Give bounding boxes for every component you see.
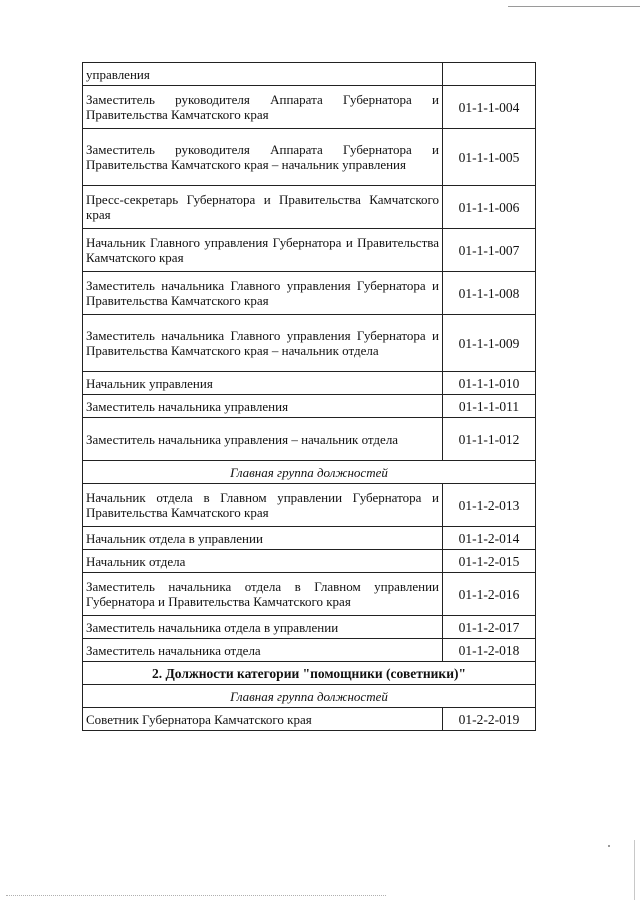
table-row bbox=[83, 63, 536, 86]
position-code: 01-1-2-014 bbox=[443, 527, 536, 550]
group-header: Главная группа должностей bbox=[83, 461, 536, 484]
position-title: Заместитель начальника управления – начальник отдела bbox=[83, 418, 443, 461]
table-row bbox=[83, 186, 536, 229]
position-code: 01-1-2-018 bbox=[443, 639, 536, 662]
table-row bbox=[83, 708, 536, 731]
table-row bbox=[83, 129, 536, 186]
position-code: 01-1-2-016 bbox=[443, 573, 536, 616]
position-code: 01-1-2-017 bbox=[443, 616, 536, 639]
table-row bbox=[83, 395, 536, 418]
table-row bbox=[83, 372, 536, 395]
position-title: Заместитель начальника управления bbox=[83, 395, 443, 418]
category-header-row bbox=[83, 662, 536, 685]
position-title: Начальник отдела в управлении bbox=[83, 527, 443, 550]
position-code: 01-1-1-007 bbox=[443, 229, 536, 272]
position-code: 01-1-1-006 bbox=[443, 186, 536, 229]
position-code: 01-1-1-009 bbox=[443, 315, 536, 372]
position-title: Советник Губернатора Камчатского края bbox=[83, 708, 443, 731]
position-title: Заместитель начальника Главного управления Губернатора и Правительства Камчатского края – начальник отдела bbox=[83, 315, 443, 372]
position-code: 01-1-2-013 bbox=[443, 484, 536, 527]
position-code: 01-2-2-019 bbox=[443, 708, 536, 731]
position-title: Заместитель начальника отдела bbox=[83, 639, 443, 662]
table-row bbox=[83, 550, 536, 573]
positions-table bbox=[82, 62, 536, 731]
table-row bbox=[83, 272, 536, 315]
position-title: Заместитель руководителя Аппарата Губернатора и Правительства Камчатского края – начальник управления bbox=[83, 129, 443, 186]
table-row bbox=[83, 616, 536, 639]
position-code bbox=[443, 63, 536, 86]
right-scan-edge bbox=[634, 840, 635, 900]
position-title: Пресс-секретарь Губернатора и Правительства Камчатского края bbox=[83, 186, 443, 229]
table-row bbox=[83, 315, 536, 372]
position-title: управления bbox=[83, 63, 443, 86]
position-title: Заместитель руководителя Аппарата Губернатора и Правительства Камчатского края bbox=[83, 86, 443, 129]
table-row bbox=[83, 527, 536, 550]
position-code: 01-1-1-012 bbox=[443, 418, 536, 461]
position-code: 01-1-1-004 bbox=[443, 86, 536, 129]
position-title: Начальник отдела в Главном управлении Губернатора и Правительства Камчатского края bbox=[83, 484, 443, 527]
position-title: Заместитель начальника Главного управления Губернатора и Правительства Камчатского края bbox=[83, 272, 443, 315]
table-row bbox=[83, 418, 536, 461]
position-code: 01-1-1-005 bbox=[443, 129, 536, 186]
top-scan-rule bbox=[508, 6, 640, 7]
group-header-row bbox=[83, 461, 536, 484]
table-row bbox=[83, 484, 536, 527]
position-title: Начальник управления bbox=[83, 372, 443, 395]
bottom-scan-rule bbox=[6, 895, 386, 896]
scan-speck bbox=[608, 845, 610, 847]
position-title: Заместитель начальника отдела в управлении bbox=[83, 616, 443, 639]
position-code: 01-1-1-008 bbox=[443, 272, 536, 315]
category-header: 2. Должности категории "помощники (советники)" bbox=[83, 662, 536, 685]
position-title: Заместитель начальника отдела в Главном управлении Губернатора и Правительства Камчатского края bbox=[83, 573, 443, 616]
position-code: 01-1-1-010 bbox=[443, 372, 536, 395]
position-title: Начальник отдела bbox=[83, 550, 443, 573]
table-row bbox=[83, 573, 536, 616]
position-code: 01-1-2-015 bbox=[443, 550, 536, 573]
table-row bbox=[83, 639, 536, 662]
position-title: Начальник Главного управления Губернатора и Правительства Камчатского края bbox=[83, 229, 443, 272]
table-row bbox=[83, 229, 536, 272]
table-row bbox=[83, 86, 536, 129]
group-header: Главная группа должностей bbox=[83, 685, 536, 708]
group-header-row bbox=[83, 685, 536, 708]
position-code: 01-1-1-011 bbox=[443, 395, 536, 418]
